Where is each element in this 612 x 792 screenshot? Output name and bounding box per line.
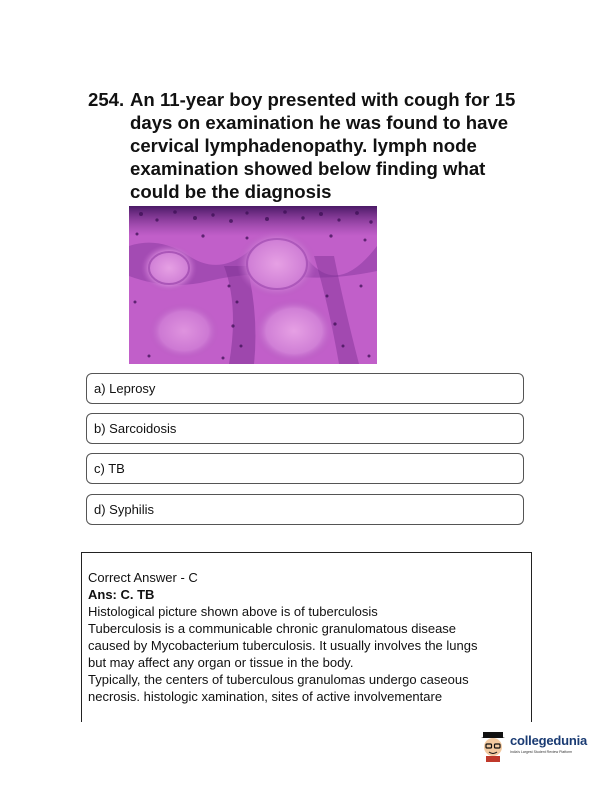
option-d[interactable]: d) Syphilis bbox=[86, 494, 524, 525]
question-text: An 11-year boy presented with cough for 15 days on examination he was found to have cervical lymphadenopathy. lymph node examination showed below finding what could be the diagnosis bbox=[130, 89, 516, 202]
option-c[interactable]: c) TB bbox=[86, 453, 524, 484]
answer-explanation bbox=[81, 552, 532, 722]
explanation-line: Tuberculosis is a communicable chronic granulomatous disease bbox=[88, 621, 457, 636]
collegedunia-logo bbox=[480, 728, 590, 764]
explanation-line: Histological picture shown above is of tuberculosis bbox=[88, 604, 378, 619]
mascot-icon bbox=[480, 730, 506, 762]
explanation-line: but may affect any organ or tissue in the body. bbox=[88, 655, 354, 670]
logo-name: collegedunia bbox=[510, 733, 588, 748]
question-number: 254. bbox=[88, 89, 125, 110]
option-b[interactable]: b) Sarcoidosis bbox=[86, 413, 524, 444]
logo-tagline: India's Largest Student Review Platform bbox=[510, 750, 573, 754]
answer-line: Ans: C. TB bbox=[88, 587, 155, 602]
histology-image bbox=[129, 206, 377, 364]
question bbox=[88, 88, 528, 203]
correct-answer: Correct Answer - C bbox=[88, 570, 198, 585]
explanation-line: caused by Mycobacterium tuberculosis. It usually involves the lungs bbox=[88, 638, 478, 653]
option-a[interactable]: a) Leprosy bbox=[86, 373, 524, 404]
explanation-line: necrosis. histologic xamination, sites of active involvementare bbox=[88, 689, 443, 704]
explanation-line: Typically, the centers of tuberculous granulomas undergo caseous bbox=[88, 672, 469, 687]
